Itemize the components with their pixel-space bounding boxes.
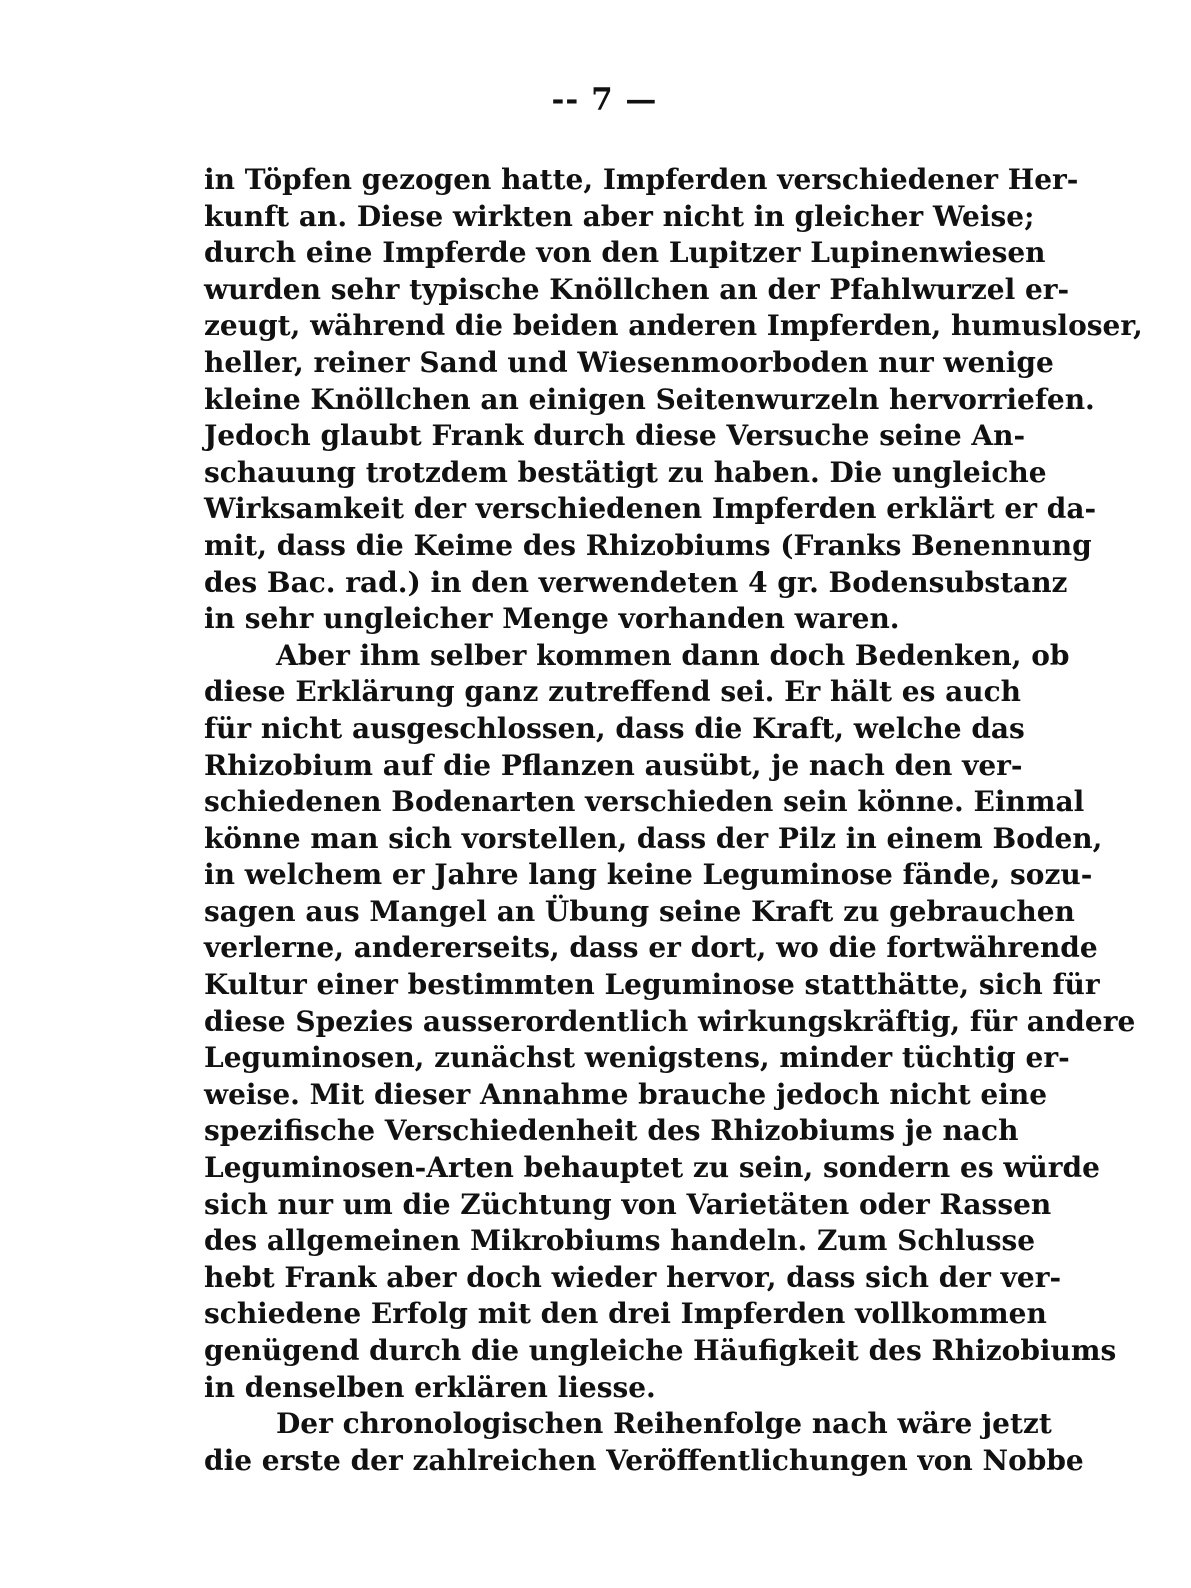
text-line: spezifische Verschiedenheit des Rhizobiums je nach: [204, 1114, 1019, 1148]
text-line: die erste der zahlreichen Veröffentlichungen von Nobbe: [204, 1443, 1084, 1477]
text-line: in Töpfen gezogen hatte, Impferden verschiedener Her-: [204, 163, 1079, 196]
text-line: des Bac. rad.) in den verwendeten 4 gr. Bodensubstanz: [204, 565, 1068, 599]
text-line: in welchem er Jahre lang keine Leguminose fände, sozu-: [204, 858, 1093, 892]
text-line: Leguminosen, zunächst wenigstens, minder tüchtig er-: [204, 1041, 1070, 1075]
text-line: könne man sich vorstellen, dass der Pilz in einem Boden,: [204, 821, 1103, 855]
text-line: für nicht ausgeschlossen, dass die Kraft, welche das: [204, 711, 1025, 745]
text-line: Kultur einer bestimmten Leguminose statthätte, sich für: [204, 968, 1100, 1002]
text-line: Rhizobium auf die Pflanzen ausübt, je nach den ver-: [204, 748, 1023, 782]
text-line: heller, reiner Sand und Wiesenmoorboden nur wenige: [204, 345, 1054, 379]
text-line: Der chronologischen Reihenfolge nach wäre jetzt: [276, 1407, 1052, 1441]
text-line: diese Spezies ausserordentlich wirkungskräftig, für andere: [204, 1004, 1136, 1038]
text-line: diese Erklärung ganz zutreffend sei. Er hält es auch: [204, 675, 1021, 709]
text-line: hebt Frank aber doch wieder hervor, dass sich der ver-: [204, 1260, 1062, 1294]
text-line: Wirksamkeit der verschiedenen Impferden erklärt er da-: [204, 492, 1097, 526]
text-line: des allgemeinen Mikrobiums handeln. Zum Schlusse: [204, 1224, 1036, 1258]
text-line: kunft an. Diese wirkten aber nicht in gleicher Weise;: [204, 199, 1035, 233]
body-text: [204, 162, 1143, 1479]
text-line: durch eine Impferde von den Lupitzer Lupinenwiesen: [204, 236, 1046, 270]
text-line: genügend durch die ungleiche Häufigkeit des Rhizobiums: [204, 1334, 1117, 1367]
text-line: schiedenen Bodenarten verschieden sein könne. Einmal: [204, 785, 1085, 819]
text-line: in denselben erklären liesse.: [204, 1370, 656, 1404]
text-line: Aber ihm selber kommen dann doch Bedenken, ob: [276, 638, 1070, 672]
text-line: Jedoch glaubt Frank durch diese Versuche seine An-: [204, 419, 1026, 453]
text-line: Leguminosen-Arten behauptet zu sein, sondern es würde: [204, 1151, 1100, 1185]
page-number: -- 7 —: [551, 82, 658, 118]
text-line: weise. Mit dieser Annahme brauche jedoch nicht eine: [204, 1077, 1048, 1111]
text-line: sagen aus Mangel an Übung seine Kraft zu gebrauchen: [204, 894, 1075, 928]
text-line: schiedene Erfolg mit den drei Impferden vollkommen: [204, 1297, 1047, 1331]
text-line: kleine Knöllchen an einigen Seitenwurzeln hervorriefen.: [204, 382, 1095, 416]
text-line: wurden sehr typische Knöllchen an der Pfahlwurzel er-: [204, 272, 1070, 306]
text-line: zeugt, während die beiden anderen Impferden, humusloser,: [204, 309, 1143, 343]
text-line: verlerne, andererseits, dass er dort, wo die fortwährende: [204, 931, 1098, 965]
text-line: in sehr ungleicher Menge vorhanden waren.: [204, 602, 900, 636]
text-line: schauung trotzdem bestätigt zu haben. Die ungleiche: [204, 455, 1047, 489]
text-line: sich nur um die Züchtung von Varietäten oder Rassen: [204, 1187, 1052, 1221]
text-line: mit, dass die Keime des Rhizobiums (Franks Benennung: [204, 528, 1092, 562]
